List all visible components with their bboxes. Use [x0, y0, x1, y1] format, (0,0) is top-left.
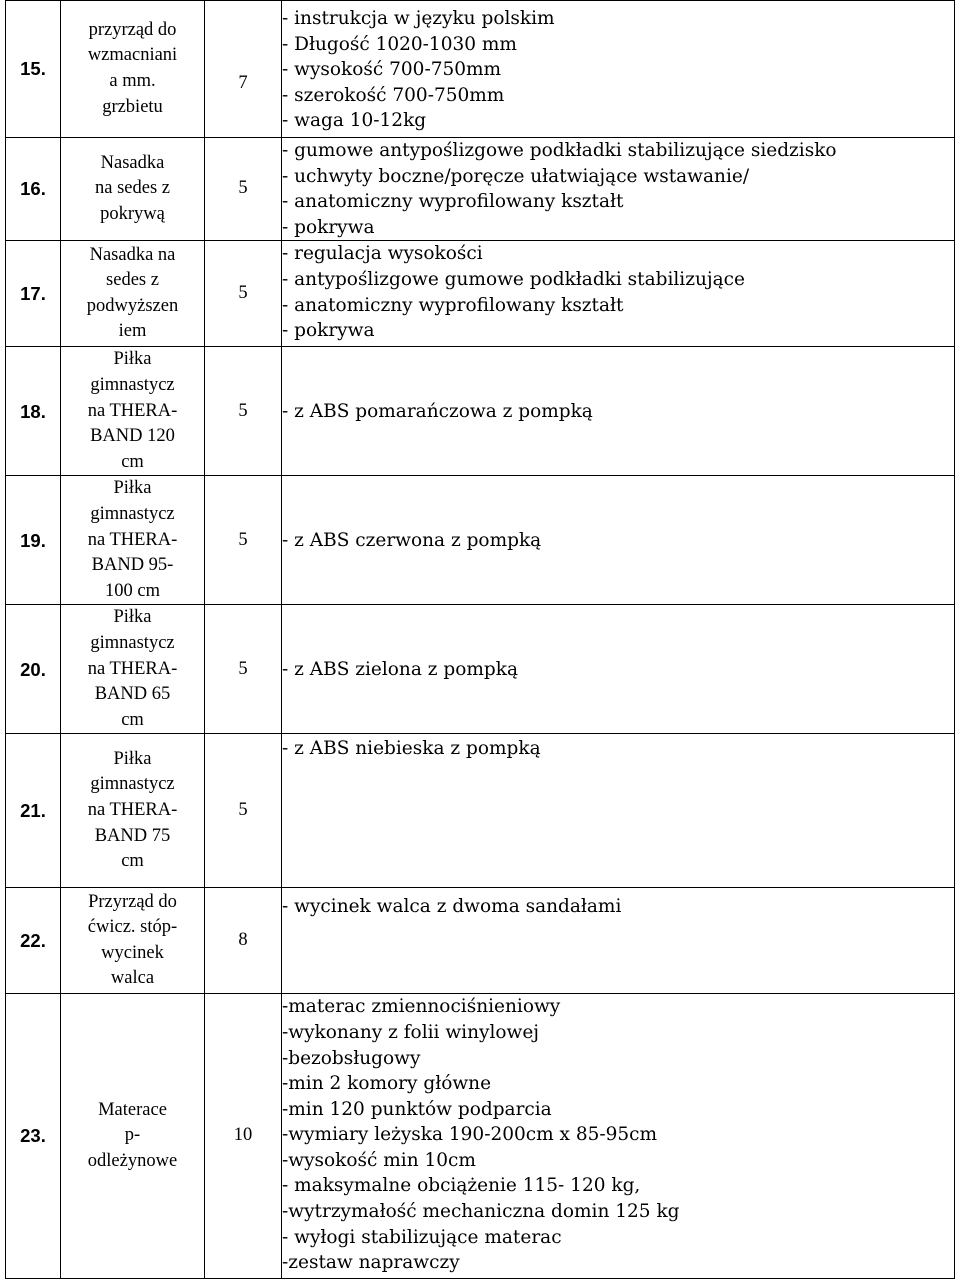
table-row	[6, 888, 955, 994]
item-description: - z ABS pomarańczowa z pompką	[282, 347, 955, 476]
item-name: Piłka gimnastycz na THERA- BAND 65 cm	[61, 605, 205, 734]
item-quantity: 5	[205, 138, 282, 241]
item-description: - z ABS niebieska z pompką	[282, 734, 955, 888]
item-description: -materac zmiennociśnieniowy -wykonany z folii winylowej -bezobsługowy -min 2 komory główne -min 120 punktów podparcia -wymiary leżyska 190-200cm x 85-95cm -wysokość min 10cm - maksymalne obciążenie 115- 120 kg, -wytrzymałość mechaniczna domin 125 kg - wyłogi stabilizujące materac -zestaw naprawczy	[282, 994, 955, 1279]
table-row	[6, 241, 955, 347]
row-number: 23.	[6, 994, 61, 1279]
item-name: Nasadka na sedes z podwyższen iem	[61, 241, 205, 347]
row-number: 19.	[6, 476, 61, 605]
item-quantity: 8	[205, 888, 282, 994]
item-name: Piłka gimnastycz na THERA- BAND 120 cm	[61, 347, 205, 476]
item-name: Piłka gimnastycz na THERA- BAND 95- 100 cm	[61, 476, 205, 605]
row-number: 17.	[6, 241, 61, 347]
row-number: 18.	[6, 347, 61, 476]
table-row	[6, 476, 955, 605]
equipment-spec-table	[5, 0, 955, 1279]
item-quantity: 5	[205, 734, 282, 888]
table-row	[6, 994, 955, 1279]
item-quantity: 5	[205, 476, 282, 605]
item-quantity: 5	[205, 347, 282, 476]
item-name: Piłka gimnastycz na THERA- BAND 75 cm	[61, 734, 205, 888]
item-quantity: 7	[205, 1, 282, 138]
item-name: przyrząd do wzmacniani a mm. grzbietu	[61, 1, 205, 138]
item-description: - instrukcja w języku polskim - Długość 1020-1030 mm - wysokość 700-750mm - szerokość 700-750mm - waga 10-12kg	[282, 1, 955, 138]
item-name: Przyrząd do ćwicz. stóp- wycinek walca	[61, 888, 205, 994]
item-description: - z ABS zielona z pompką	[282, 605, 955, 734]
row-number: 16.	[6, 138, 61, 241]
item-quantity: 10	[205, 994, 282, 1279]
item-description: - regulacja wysokości - antypoślizgowe gumowe podkładki stabilizujące - anatomiczny wyprofilowany kształt - pokrywa	[282, 241, 955, 347]
table-row	[6, 138, 955, 241]
item-name: Materace p- odleżynowe	[61, 994, 205, 1279]
table-row	[6, 605, 955, 734]
table-row	[6, 734, 955, 888]
table-row	[6, 347, 955, 476]
item-quantity: 5	[205, 605, 282, 734]
table-row	[6, 1, 955, 138]
item-description: - gumowe antypoślizgowe podkładki stabilizujące siedzisko - uchwyty boczne/poręcze ułatwiające wstawanie/ - anatomiczny wyprofilowany kształt - pokrywa	[282, 138, 955, 241]
row-number: 15.	[6, 1, 61, 138]
item-description: - wycinek walca z dwoma sandałami	[282, 888, 955, 994]
row-number: 20.	[6, 605, 61, 734]
item-name: Nasadka na sedes z pokrywą	[61, 138, 205, 241]
item-quantity: 5	[205, 241, 282, 347]
row-number: 22.	[6, 888, 61, 994]
row-number: 21.	[6, 734, 61, 888]
item-description: - z ABS czerwona z pompką	[282, 476, 955, 605]
